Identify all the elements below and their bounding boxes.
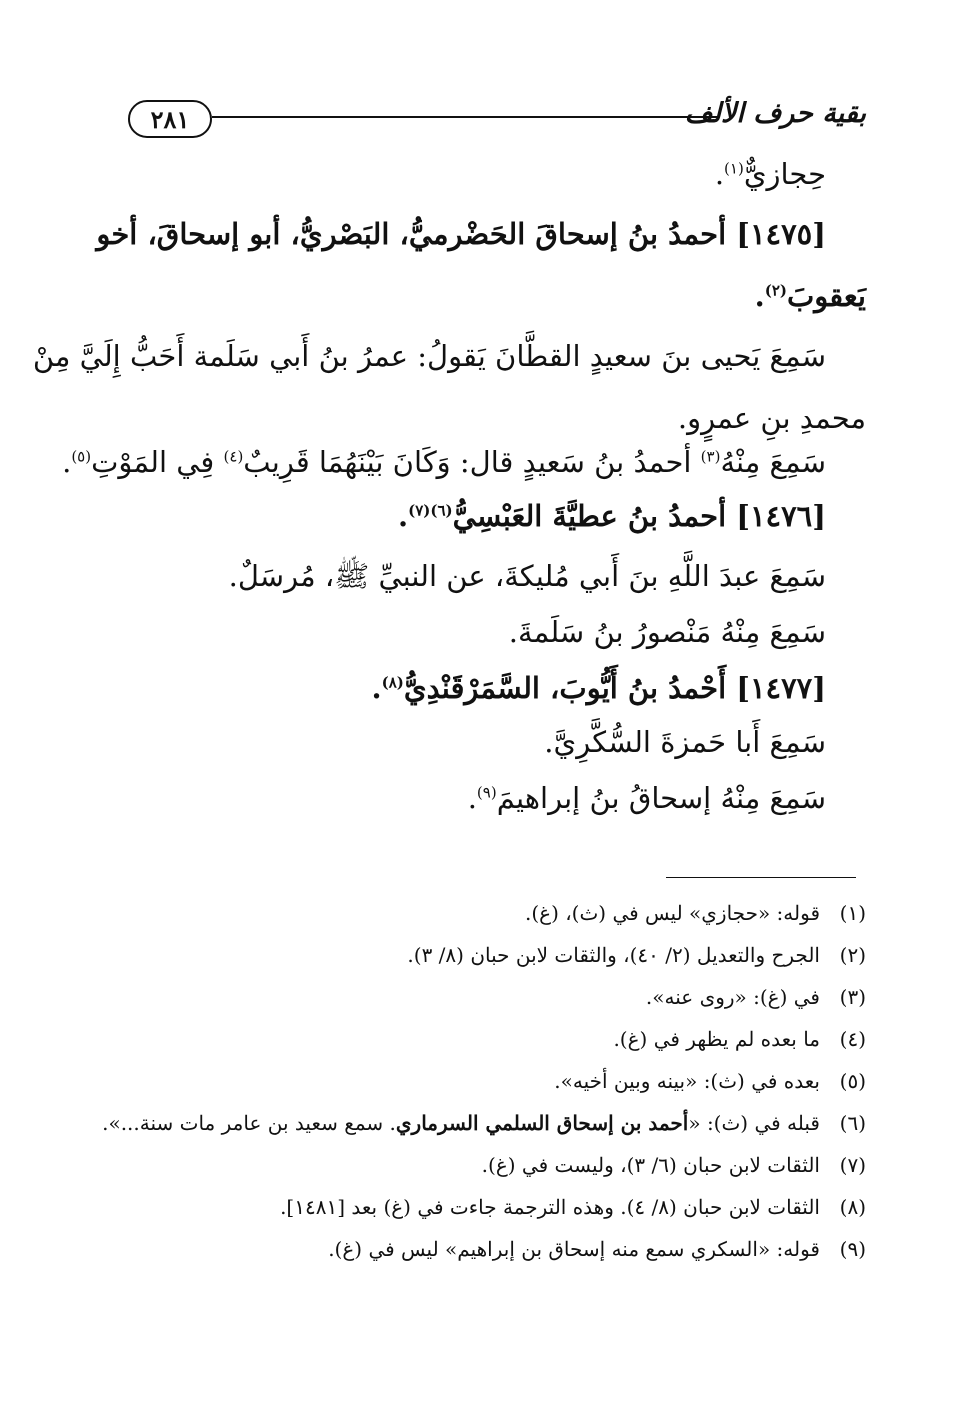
text-line: سَمِعَ مِنْهُ مَنْصورُ بنُ سَلَمةَ. [508, 615, 826, 649]
text-line: سَمِعَ يَحيى بنَ سعيدٍ القطَّانَ يَقولُ: عمرُ بنُ أَبي سَلَمة أَحَبُّ إِلَيَّ مِنْ [32, 339, 826, 373]
footnote-separator [666, 877, 856, 878]
entry-heading-1477: [١٤٧٧] أَحْمدُ بنُ أَيُّوبَ، السَّمَرْقَنْدِيُّ$^{(٨)}$. [371, 671, 826, 705]
text-line: سَمِعَ مِنْهُ إسحاقُ بنُ إبراهيمَ$^{(٩)}$. [467, 781, 826, 815]
page-number-badge [128, 100, 212, 138]
text-line: محمدِ بنِ عمرٍو. [677, 401, 866, 435]
text-line: حِجازيٌّ$^{(١)}$. [714, 157, 826, 191]
footnote-ref: (٢) [764, 281, 787, 300]
footnote-ref: (٤) [223, 447, 244, 466]
footnote: (٥)بعده في (ث): «بينه وبين أخيه». [554, 1069, 866, 1093]
footnote-ref: (٩) [476, 783, 497, 802]
page-header [128, 96, 866, 140]
text-line: يَعقوبَ$^{(٢)}$. [754, 279, 866, 313]
footnote: (٣)في (غ): «روى عنه». [645, 985, 866, 1009]
text-line: سَمِعَ عبدَ اللَّهِ بنَ أَبي مُليكةَ، عن النبيِّ ﷺ، مُرسَلٌ. [228, 559, 826, 593]
footnote-ref: (٣) [700, 447, 721, 466]
text-line: سَمِعَ مِنْهُ$^{(٣)}$ أحمدُ بنُ سَعيدٍ قال: وَكَانَ بَيْنَهُمَا قَرِيبٌ$^{(٤)}$ فِي المَوْتِ$^{(٥)}$. [62, 445, 826, 479]
footnote: (٧)الثقات لابن حبان (٦/ ٣)، وليست في (غ). [481, 1153, 866, 1177]
page-number: ٢٨١ [150, 104, 190, 134]
footnote: (٢)الجرح والتعديل (٢/ ٤٠)، والثقات لابن حبان (٨/ ٣). [407, 943, 866, 967]
footnote-ref: (٥) [71, 447, 92, 466]
entry-heading-1475: [١٤٧٥] أحمدُ بنُ إسحاقَ الحَضْرميُّ، البَصْريُّ، أبو إسحاقَ، أخو [96, 217, 826, 251]
footnote-ref: (٦)(٧) [408, 501, 453, 520]
entry-heading-1476: [١٤٧٦] أحمدُ بنُ عطيَّةَ العَبْسِيُّ$^{(٦)(٧)}$. [398, 499, 826, 533]
footnote: (٨)الثقات لابن حبان (٨/ ٤). وهذه الترجمة جاءت في (غ) بعد [١٤٨١]. [280, 1195, 866, 1219]
header-rule [212, 116, 718, 118]
footnote: (١)قوله: «حجازي» ليس في (ث)، (غ). [524, 901, 866, 925]
running-title: بقية حرف الألف [684, 98, 866, 129]
text-line: سَمِعَ أَبا حَمزةَ السُّكَّرِيَّ. [544, 725, 826, 759]
footnote-ref: (١) [724, 159, 744, 178]
footnote: (٤)ما بعده لم يظهر في (غ). [613, 1027, 866, 1051]
footnote: (٩)قوله: «السكري سمع منه إسحاق بن إبراهيم» ليس في (غ). [328, 1237, 866, 1261]
footnote-ref: (٨) [381, 673, 404, 692]
footnote: (٦)قبله في (ث): «أحمد بن إسحاق السلمي السرماري. سمع سعيد بن عامر مات سنة...». [102, 1111, 866, 1135]
